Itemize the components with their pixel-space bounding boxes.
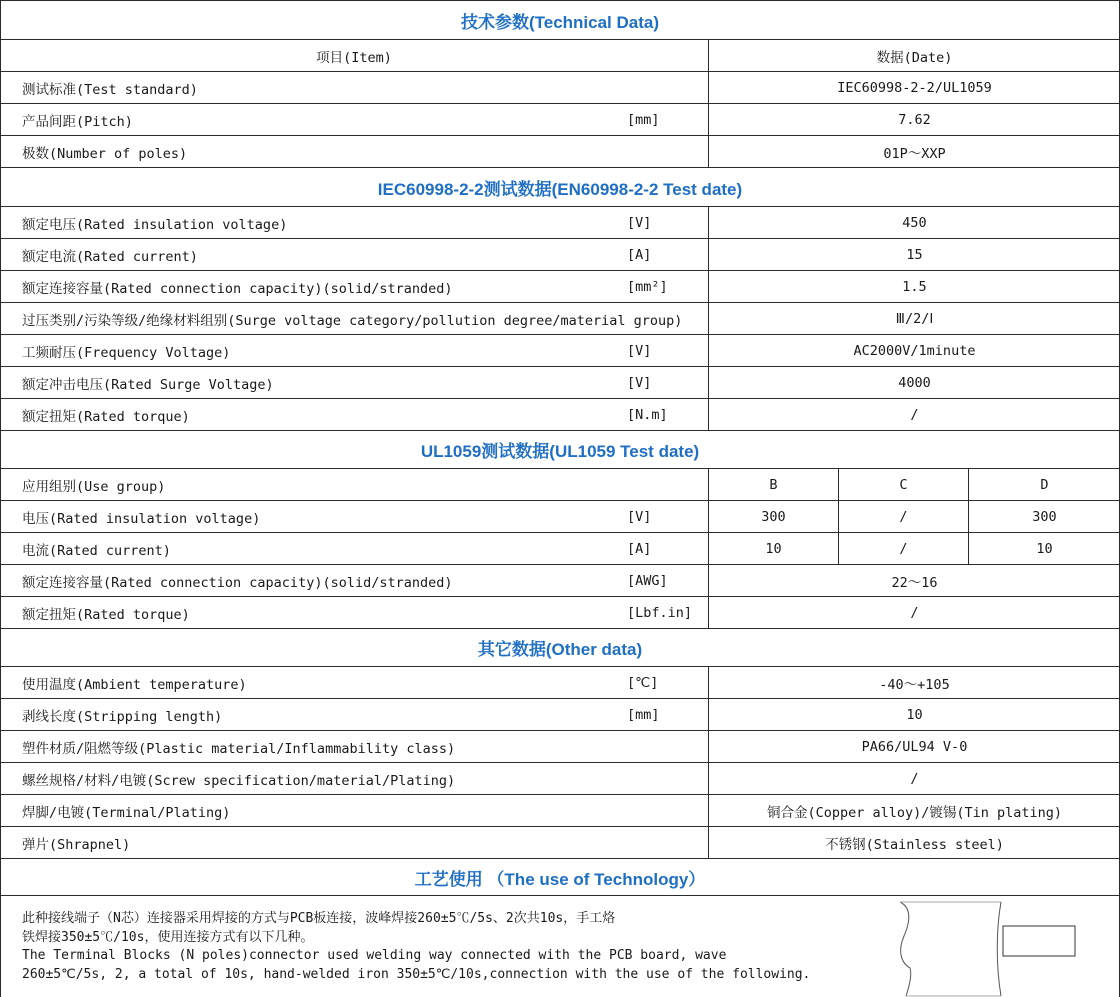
- row-unit: [AWG]: [627, 572, 668, 589]
- section-title-other: 其它数据(Other data): [0, 628, 1120, 666]
- row-value: 15: [708, 239, 1120, 270]
- row-unit: [N.m]: [627, 406, 668, 423]
- technology-line-4: 260±5℃/5s, 2, a total of 10s, hand-welded iron 350±5℃/10s,connection with the use of the following.: [22, 966, 811, 982]
- row-unit: [℃]: [627, 674, 659, 691]
- group-c: C: [838, 469, 968, 500]
- header-item: 项目(Item): [316, 49, 392, 66]
- row-name: 产品间距(Pitch): [22, 113, 133, 130]
- table-row: [0, 794, 1120, 826]
- table-row: [0, 103, 1120, 135]
- row-name: 额定电流(Rated current): [22, 248, 198, 265]
- row-value: /: [708, 399, 1120, 430]
- group-d: D: [968, 469, 1120, 500]
- technology-description: [22, 910, 872, 984]
- row-name: 焊脚/电镀(Terminal/Plating): [22, 804, 231, 821]
- row-unit: [V]: [627, 342, 652, 359]
- row-value: 铜合金(Copper alloy)/镀锡(Tin plating): [708, 795, 1120, 826]
- row-name: 塑件材质/阻燃等级(Plastic material/Inflammability class): [22, 740, 456, 757]
- row-value: 10: [708, 699, 1120, 730]
- group-b: B: [708, 469, 838, 500]
- row-value: -40～+105: [708, 667, 1120, 698]
- row-name: 额定扭矩(Rated torque): [22, 606, 190, 623]
- value-b: 10: [708, 533, 838, 564]
- row-value: 7.62: [708, 104, 1120, 135]
- row-name: 测试标准(Test standard): [22, 81, 198, 98]
- row-value: 450: [708, 207, 1120, 238]
- row-unit: [mm]: [627, 111, 660, 128]
- row-name: 剥线长度(Stripping length): [22, 708, 223, 725]
- row-name: 额定连接容量(Rated connection capacity)(solid/stranded): [22, 574, 453, 591]
- value-d: 10: [968, 533, 1120, 564]
- row-unit: [mm²]: [627, 278, 668, 295]
- row-name: 螺丝规格/材料/电镀(Screw specification/material/Plating): [22, 772, 456, 789]
- row-unit: [Lbf.in]: [627, 604, 693, 621]
- table-row: [0, 564, 1120, 596]
- table-row: [0, 398, 1120, 430]
- table-row: [0, 532, 1120, 564]
- row-value: 01P～XXP: [708, 136, 1120, 167]
- table-row: [0, 596, 1120, 628]
- row-name: 使用温度(Ambient temperature): [22, 676, 247, 693]
- table-row: [0, 302, 1120, 334]
- value-c: /: [838, 533, 968, 564]
- row-unit: [A]: [627, 246, 652, 263]
- row-value: /: [708, 763, 1120, 794]
- row-value: 4000: [708, 367, 1120, 398]
- table-row: [0, 135, 1120, 167]
- row-unit: [mm]: [627, 706, 660, 723]
- row-name: 额定扭矩(Rated torque): [22, 408, 190, 425]
- row-name: 额定电压(Rated insulation voltage): [22, 216, 288, 233]
- section-title-ul: UL1059测试数据(UL1059 Test date): [0, 430, 1120, 468]
- table-row: [0, 500, 1120, 532]
- table-row: [0, 366, 1120, 398]
- table-row: [0, 666, 1120, 698]
- row-name: 应用组别(Use group): [22, 478, 166, 495]
- row-unit: [V]: [627, 214, 652, 231]
- value-d: 300: [968, 501, 1120, 532]
- header-row: [0, 39, 1120, 71]
- section-title-use: 工艺使用 （The use of Technology）: [0, 858, 1120, 896]
- row-name: 电压(Rated insulation voltage): [22, 510, 261, 527]
- row-value: 不锈钢(Stainless steel): [708, 827, 1120, 858]
- technology-line-2: 铁焊接350±5℃/10s，使用连接方式有以下几种。: [22, 929, 314, 945]
- row-unit: [V]: [627, 508, 652, 525]
- row-name: 弹片(Shrapnel): [22, 836, 131, 853]
- technology-line-3: The Terminal Blocks (N poles)connector used welding way connected with the PCB board, wave: [22, 948, 727, 963]
- table-row: [0, 762, 1120, 794]
- table-row: [0, 730, 1120, 762]
- row-unit: [A]: [627, 540, 652, 557]
- row-name: 工频耐压(Frequency Voltage): [22, 344, 231, 361]
- row-unit: [V]: [627, 374, 652, 391]
- row-name: 极数(Number of poles): [22, 145, 188, 162]
- row-name: 额定冲击电压(Rated Surge Voltage): [22, 376, 274, 393]
- table-row: [0, 71, 1120, 103]
- row-value: 22～16: [708, 565, 1120, 596]
- table-row: [0, 238, 1120, 270]
- row-value: AC2000V/1minute: [708, 335, 1120, 366]
- row-value: PA66/UL94 V-0: [708, 731, 1120, 762]
- row-name: 额定连接容量(Rated connection capacity)(solid/stranded): [22, 280, 453, 297]
- row-value: IEC60998-2-2/UL1059: [708, 72, 1120, 103]
- row-value: /: [708, 597, 1120, 628]
- table-row: [0, 826, 1120, 858]
- row-value: Ⅲ/2/Ⅰ: [708, 303, 1120, 334]
- row-name: 电流(Rated current): [22, 542, 171, 559]
- section-title-iec: IEC60998-2-2测试数据(EN60998-2-2 Test date): [0, 167, 1120, 206]
- technology-line-1: 此种接线端子（N芯）连接器采用焊接的方式与PCB板连接，波峰焊接260±5℃/5s、2次共10s，手工烙: [22, 911, 616, 926]
- row-name: 过压类别/污染等级/绝缘材料组别(Surge voltage category/pollution degree/material group): [22, 312, 683, 329]
- row-value: 1.5: [708, 271, 1120, 302]
- header-data: 数据(Date): [708, 40, 1120, 71]
- value-b: 300: [708, 501, 838, 532]
- section-title-technical: 技术参数(Technical Data): [0, 0, 1120, 39]
- table-row: [0, 698, 1120, 730]
- table-row: [0, 206, 1120, 238]
- value-c: /: [838, 501, 968, 532]
- connector-diagram: [896, 900, 1086, 997]
- table-row: [0, 334, 1120, 366]
- table-row: [0, 468, 1120, 500]
- table-row: [0, 270, 1120, 302]
